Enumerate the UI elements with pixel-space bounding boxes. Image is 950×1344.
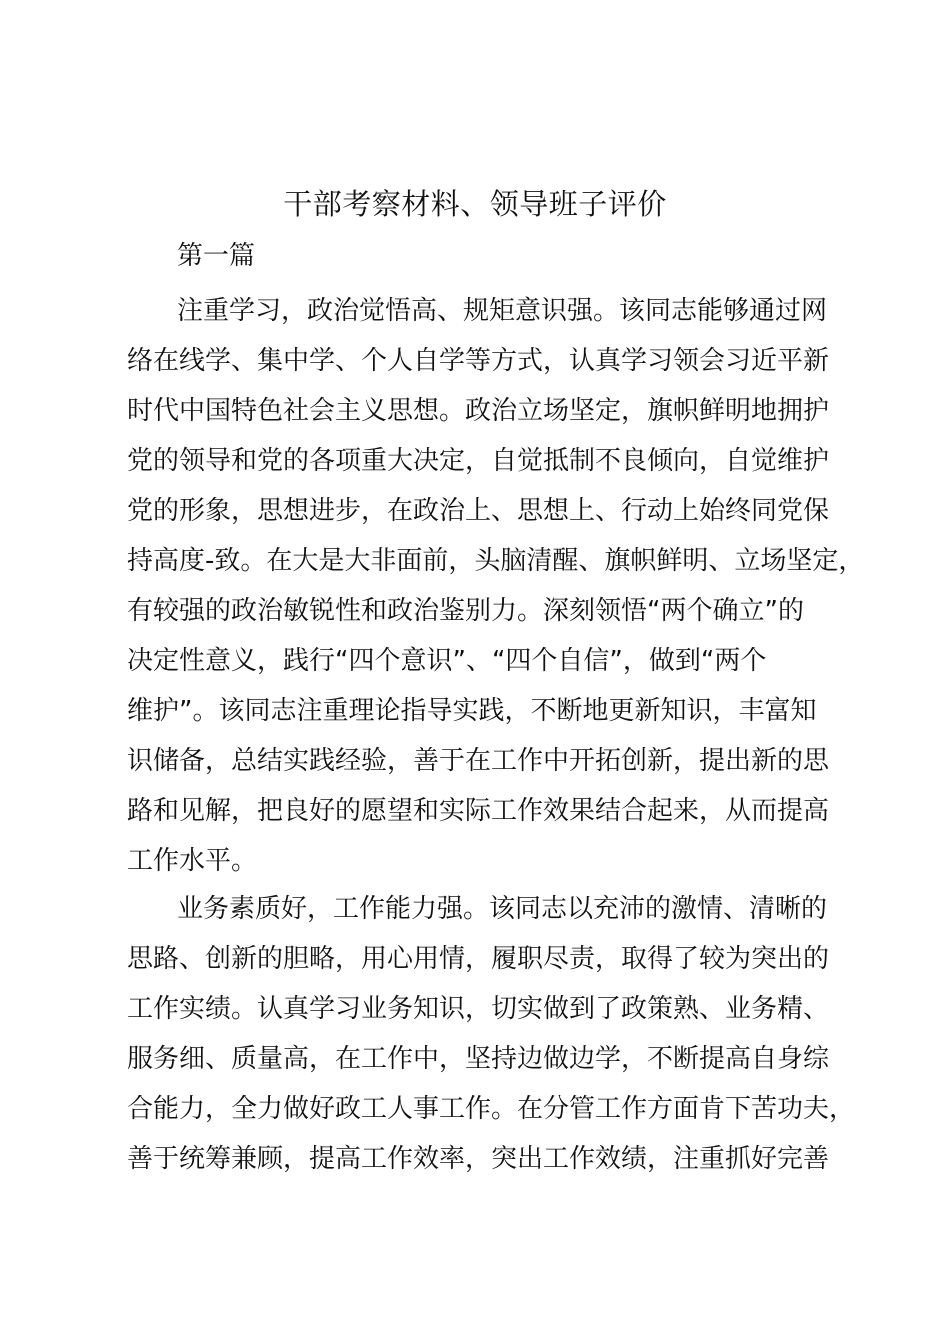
text-line: 党的形象，思想进步，在政治上、思想上、行动上始终同党保 [127, 496, 830, 526]
text-line: 服务细、质量高，在工作中，坚持边做边学，不断提高自身综 [127, 1044, 830, 1074]
chapter-heading: 第一篇 [177, 241, 256, 271]
text-line: 路和见解，把良好的愿望和实际工作效果结合起来，从而提高 [127, 796, 830, 826]
text-line: 注重学习，政治觉悟高、规矩意识强。该同志能够通过网 [177, 296, 828, 326]
text-line: 持高度-致。在大是大非面前，头脑清醒、旗帜鲜明、立场坚定， [127, 546, 865, 576]
text-line: 善于统筹兼顾，提高工作效率，突出工作效绩，注重抓好完善 [127, 1144, 830, 1174]
paragraph-1 [127, 286, 865, 886]
text-line: 维护”。该同志注重理论指导实践，不断地更新知识，丰富知 [127, 696, 817, 726]
text-line: 工作实绩。认真学习业务知识，切实做到了政策熟、业务精、 [127, 994, 830, 1024]
text-line: 络在线学、集中学、个人自学等方式，认真学习领会习近平新 [127, 346, 830, 376]
document-title: 干部考察材料、领导班子评价 [283, 187, 667, 221]
text-line: 识储备，总结实践经验，善于在工作中开拓创新，提出新的思 [127, 746, 830, 776]
text-line: 时代中国特色社会主义思想。政治立场坚定，旗帜鲜明地拥护 [127, 396, 830, 426]
text-line: 决定性意义，践行“四个意识”、“四个自信”，做到“两个 [127, 646, 767, 676]
text-line: 思路、创新的胆略，用心用情，履职尽责，取得了较为突出的 [127, 944, 830, 974]
text-line: 党的领导和党的各项重大决定，自觉抵制不良倾向，自觉维护 [127, 446, 830, 476]
text-line: 工作水平。 [127, 846, 258, 876]
text-line: 业务素质好，工作能力强。该同志以充沛的激情、清晰的 [177, 894, 828, 924]
paragraph-2 [127, 884, 857, 1184]
text-line: 合能力，全力做好政工人事工作。在分管工作方面肯下苦功夫， [127, 1094, 856, 1124]
text-line: 有较强的政治敏锐性和政治鉴别力。深刻领悟“两个确立”的 [127, 596, 804, 626]
